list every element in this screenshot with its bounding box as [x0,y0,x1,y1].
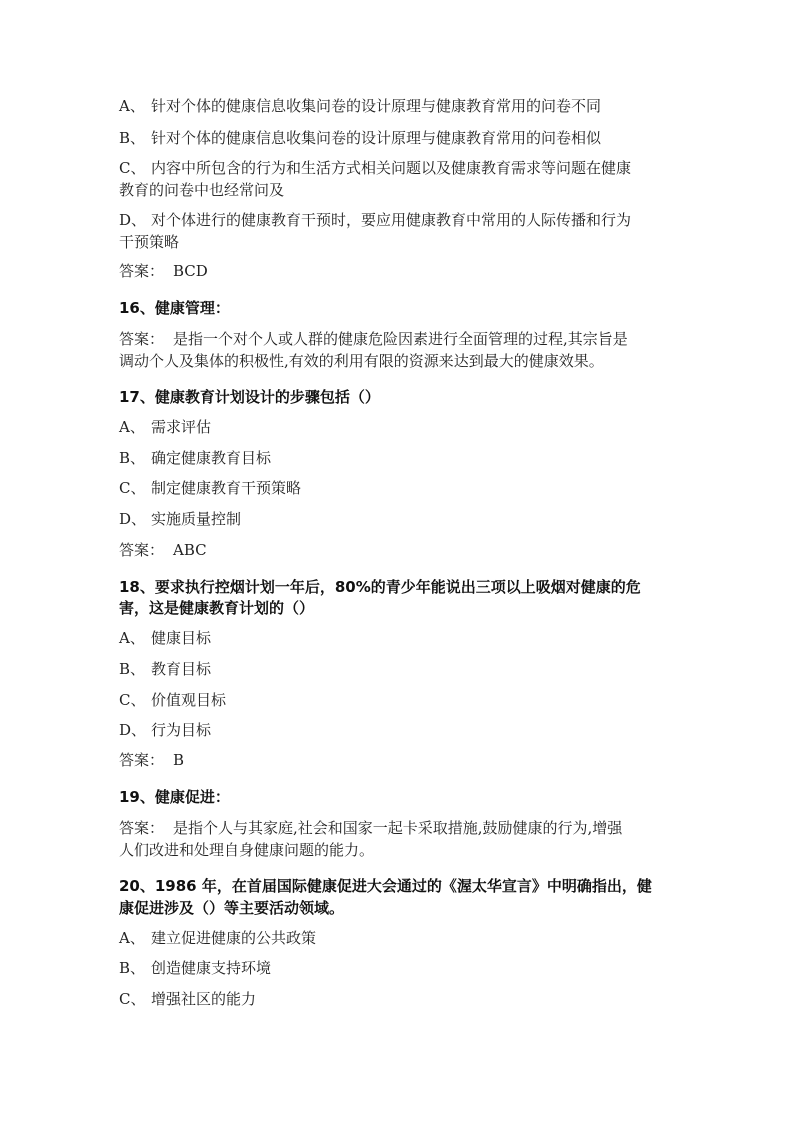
q17-title: 17、健康教育计划设计的步骤包括（） [119,388,380,406]
option-text: 内容中所包含的行为和生活方式相关问题以及健康教育需求等问题在健康 [151,159,632,177]
option-letter: D、 [119,721,147,739]
option-text: 对个体进行的健康教育干预时，要应用健康教育中常用的人际传播和行为 [151,211,632,229]
q19-answer [119,817,679,839]
option-text: 实施质量控制 [151,510,242,528]
q15-option-c [119,157,679,179]
option-letter: B、 [119,660,146,678]
q15-option-b [119,127,679,149]
option-letter: D、 [119,211,147,229]
q18-title: 18、要求执行控烟计划一年后，80%的青少年能说出三项以上吸烟对健康的危 [119,578,641,596]
q15-option-a [119,95,679,117]
answer-label: 答案： [119,330,165,348]
option-letter: B、 [119,959,146,977]
q17-option-b [119,447,679,469]
option-text: 需求评估 [151,418,212,436]
option-text-continued: 教育的问卷中也经常问及 [119,181,285,199]
option-letter: B、 [119,129,146,147]
answer-label: 答案： [119,541,165,559]
answer-value: ABC [173,541,207,559]
q18-option-c [119,689,679,711]
q17-option-d [119,508,679,530]
option-text: 建立促进健康的公共政策 [151,929,317,947]
answer-text: 是指一个对个人或人群的健康危险因素进行全面管理的过程,其宗旨是 [173,330,628,348]
option-text: 价值观目标 [151,691,227,709]
q15-option-d [119,209,679,231]
q17-answer [119,539,679,561]
answer-label: 答案： [119,751,165,769]
answer-label: 答案： [119,262,165,280]
answer-value: BCD [173,262,208,280]
option-text: 增强社区的能力 [151,990,257,1008]
q20-option-b [119,957,679,979]
q19-title: 19、健康促进： [119,788,230,806]
q16-title: 16、健康管理： [119,299,230,317]
q18-option-b [119,658,679,680]
option-text: 创造健康支持环境 [151,959,272,977]
q15-answer [119,260,679,282]
option-text: 教育目标 [151,660,212,678]
q20-option-c [119,988,679,1010]
answer-label: 答案： [119,819,165,837]
q18-option-a [119,627,679,649]
option-letter: C、 [119,691,146,709]
q15-option-d-continued [119,231,679,253]
q20-option-a [119,927,679,949]
q18-option-d [119,719,679,741]
option-letter: A、 [119,929,145,947]
option-letter: C、 [119,479,146,497]
option-letter: B、 [119,449,146,467]
option-letter: D、 [119,510,147,528]
q19-answer-continued: 人们改进和处理自身健康问题的能力。 [119,841,375,859]
option-text: 确定健康教育目标 [151,449,272,467]
q15-option-c-continued [119,179,679,201]
answer-value: B [173,751,185,769]
q17-option-a [119,416,679,438]
q16-answer-continued: 调动个人及集体的积极性,有效的利用有限的资源来达到最大的健康效果。 [119,352,604,370]
option-text-continued: 干预策略 [119,233,180,251]
option-text: 制定健康教育干预策略 [151,479,302,497]
option-text: 行为目标 [151,721,212,739]
q18-answer [119,749,679,771]
option-text: 健康目标 [151,629,212,647]
q16-answer [119,328,679,350]
option-text: 针对个体的健康信息收集问卷的设计原理与健康教育常用的问卷相似 [151,129,602,147]
q17-option-c [119,477,679,499]
q18-title-continued: 害，这是健康教育计划的（） [119,599,315,617]
option-text: 针对个体的健康信息收集问卷的设计原理与健康教育常用的问卷不同 [151,97,602,115]
q20-title-continued: 康促进涉及（）等主要活动领域。 [119,899,345,917]
option-letter: C、 [119,159,146,177]
option-letter: C、 [119,990,146,1008]
answer-text: 是指个人与其家庭,社会和国家一起卡采取措施,鼓励健康的行为,增强 [173,819,623,837]
q20-title: 20、1986 年，在首届国际健康促进大会通过的《渥太华宣言》中明确指出，健 [119,877,652,895]
option-letter: A、 [119,418,145,436]
option-letter: A、 [119,97,145,115]
option-letter: A、 [119,629,145,647]
